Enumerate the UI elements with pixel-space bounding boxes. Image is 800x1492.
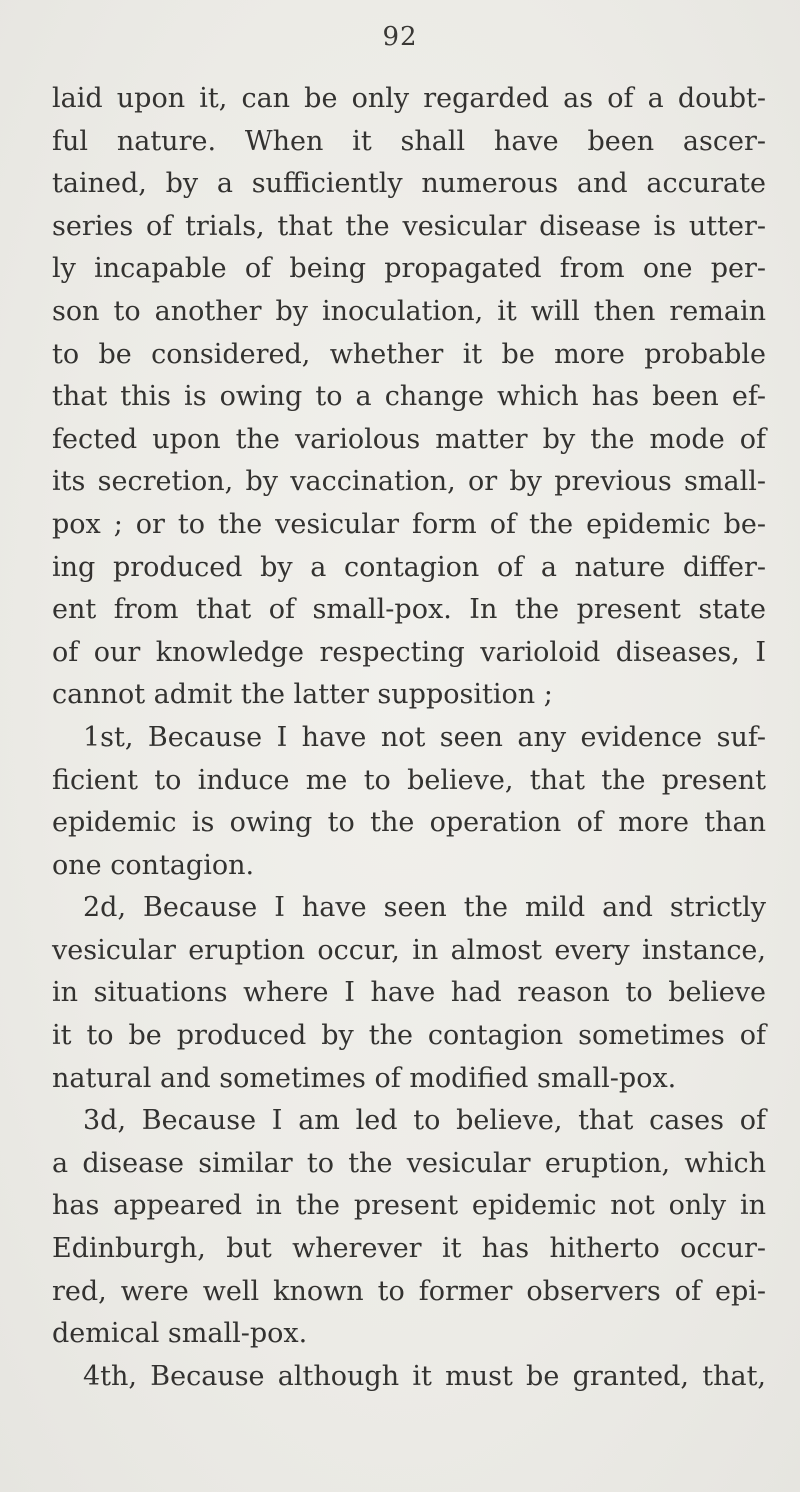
text-line: that this is owing to a change which has been ef- [52,381,766,413]
text-line: one contagion. [52,849,255,881]
text-line: demical small-pox. [52,1318,308,1350]
text-line: of our knowledge respecting varioloid diseases, I [52,636,766,668]
text-line: its secretion, by vaccination, or by previous small- [52,466,766,498]
text-line: has appeared in the present epidemic not only in [52,1190,766,1222]
text-line: to be considered, whether it be more probable [52,338,766,370]
text-line: natural and sometimes of modified small-pox. [52,1062,677,1094]
text-line: Edinburgh, but wherever it has hitherto occur- [52,1233,766,1265]
text-line: pox ; or to the vesicular form of the epidemic be- [52,508,766,540]
text-line: ent from that of small-pox. In the present state [52,594,766,626]
text-line: series of trials, that the vesicular disease is utter- [52,210,766,242]
text-line: ly incapable of being propagated from one per- [52,253,766,285]
text-line: ful nature. When it shall have been ascer- [52,125,766,157]
text-line: red, were well known to former observers of epi- [52,1275,766,1307]
text-line: vesicular eruption occur, in almost every instance, [52,934,766,966]
body-text [52,78,766,1398]
paragraph-first-line: 2d, Because I have seen the mild and strictly [83,892,766,924]
text-line: son to another by inoculation, it will then remain [52,295,766,327]
paragraph-first-line: 1st, Because I have not seen any evidence suf- [83,721,766,753]
text-line: fected upon the variolous matter by the mode of [52,423,766,455]
text-line: tained, by a sufficiently numerous and accurate [52,168,766,200]
text-line: epidemic is owing to the operation of more than [52,807,766,839]
text-line: a disease similar to the vesicular eruption, which [52,1147,766,1179]
text-line: it to be produced by the contagion sometimes of [52,1020,766,1052]
text-line: in situations where I have had reason to believe [52,977,766,1009]
text-line: ing produced by a contagion of a nature differ- [52,551,766,583]
page-number: 92 [382,22,418,52]
paragraph-first-line: 4th, Because although it must be granted, that, [83,1360,766,1392]
text-line: cannot admit the latter supposition ; [52,679,553,711]
text-line: laid upon it, can be only regarded as of a doubt- [52,83,766,114]
text-line: ficient to induce me to believe, that the present [52,764,766,796]
paragraph-first-line: 3d, Because I am led to believe, that cases of [83,1105,766,1137]
